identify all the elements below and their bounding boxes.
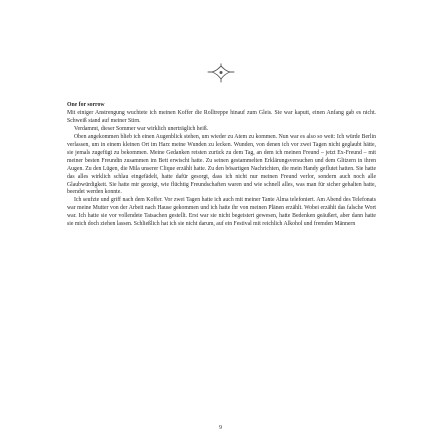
paragraph: Mit einiger Anstrengung wuchtete ich meinen Koffer die Rolltreppe hinauf zum Gleis. Sie war kaputt, einen Anfang gab es nicht. Schweiß stand auf meiner Stirn. [67, 109, 376, 124]
paragraph: Verdammt, dieser Sommer war wirklich unerträglich heiß. [74, 125, 209, 132]
fleuron-ornament-icon [207, 63, 235, 83]
paragraph: Oben angekommen blieb ich einen Augenblick stehen, um wieder zu Atem zu kommen. Nun war es also so weit: Ich würde Berlin verlassen, um in einem kleinen Ort im Harz meine Wunden zu lecken. Wunden, von denen ich vor zwei Tagen nicht geglaubt hätte, sie jemals zugefügt zu bekommen. Meine Gedanken reisten zurück zu dem Tag, an dem ich meinen Freund – jetzt Ex-Freund – mit meiner besten Freundin zusammen im Bett erwischt hatte. Zu seinen gestammelten Erklärungsversuchen und dem Glitzern in ihren Augen. Zu den Lügen, die Mila unserer Clique erzählt hatte. Zu den bösartigen Nachrichten, die mein Handy geflutet hatten. Sie hatte das alles wirklich schlau eingefädelt, hatte dafür gesorgt, dass ich nicht nur meinen Freund verlor, sondern auch noch alle Glaubwürdigkeit. Sie hatte mir gezeigt, wie flüchtig Freundschaften waren und wie schnell alles, was man für sicher gehalten hatte, beendet werden konnte. [67, 133, 376, 196]
paragraph: Ich seufzte und griff nach dem Koffer. Vor zwei Tagen hatte ich auch mit meiner Tante Alma telefoniert. Am Abend des Telefonats war meine Mutter von der Arbeit nach Hause gekommen und ich hatte ihr von meinen Plänen erzählt. Wobei erzählt das falsche Wort war. Ich hatte sie vor vollendete Tatsachen gestellt. Erst war sie nicht begeistert gewesen, hatte Bedenken geäußert, aber dann hatte sie mich doch ziehen lassen. Schließlich hat ich sie nicht darum, auf ein Festival mit reichlich Alkohol und fremden Männern [67, 197, 376, 228]
chapter-text [67, 102, 376, 229]
section-heading: One for sorrow [67, 102, 105, 108]
page-number: 9 [219, 425, 222, 431]
